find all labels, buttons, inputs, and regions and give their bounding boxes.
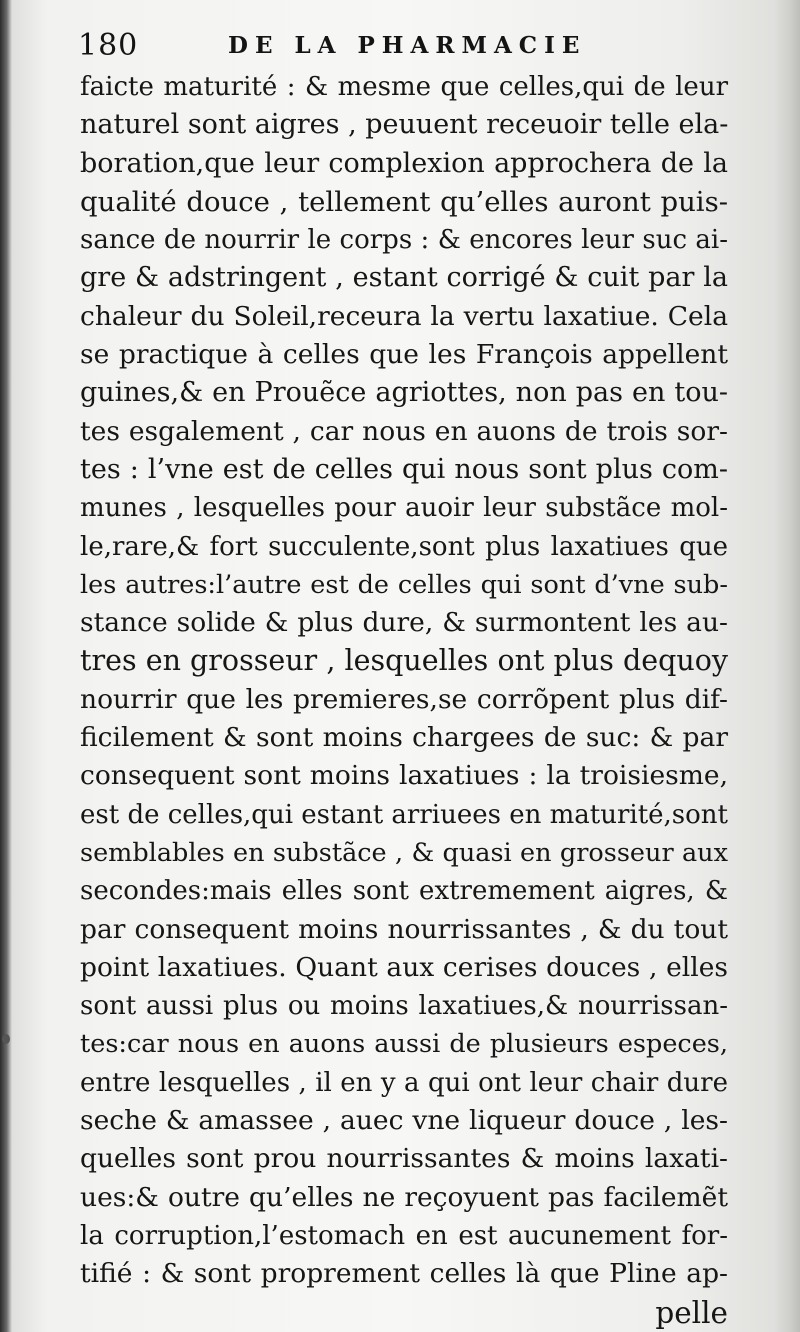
page-edge-shadow <box>774 0 800 1332</box>
text-line: nourrir que les premieres,se corrõpent plus dif- <box>80 683 728 715</box>
text-line: ficilement & sont moins chargees de suc: & par <box>80 722 728 754</box>
text-line: secondes:mais elles sont extremement aigres, & <box>80 876 728 907</box>
text-line: tes : l’vne est de celles qui nous sont plus com- <box>80 453 728 485</box>
body-text <box>80 68 728 1332</box>
text-line: est de celles,qui estant arriuees en maturité,sont <box>80 799 728 830</box>
text-line: naturel sont aigres , peuuent receuoir telle ela- <box>80 109 729 141</box>
text-line: chaleur du Soleil,receura la vertu laxatiue. Cela <box>80 300 728 332</box>
text-line: la corruption,l’estomach en est aucunement for- <box>80 1220 728 1251</box>
text-line: sance de nourrir le corps : & encores leur suc ai- <box>80 225 728 256</box>
page-gutter-shadow <box>0 0 12 1332</box>
text-line: boration,que leur complexion approchera de la <box>80 147 728 179</box>
page-number: 180 <box>78 28 139 63</box>
text-line: entre lesquelles , il en y a qui ont leur chair dure <box>80 1067 728 1098</box>
text-line: stance solide & plus dure, & surmontent les au- <box>80 607 728 639</box>
text-line: guines,& en Prouẽce agriottes, non pas en tou- <box>80 377 728 409</box>
running-head <box>78 26 738 66</box>
catchword: pelle <box>655 1295 728 1330</box>
text-line: se practique à celles que les François appellent <box>80 339 728 371</box>
text-line: tres en grosseur , lesquelles ont plus dequoy <box>80 644 728 678</box>
text-line: les autres:l’autre est de celles qui sont d’vne sub- <box>80 569 728 600</box>
text-line: munes , lesquelles pour auoir leur substãce mol- <box>80 493 728 524</box>
text-line: faicte maturité : & mesme que celles,qui de leur <box>80 72 728 102</box>
text-line: tes esgalement , car nous en auons de trois sor- <box>80 415 728 447</box>
text-line: tifié : & sont proprement celles là que Pline ap- <box>80 1258 728 1290</box>
text-line: point laxatiues. Quant aux cerises douces , elles <box>80 951 728 983</box>
text-line: seche & amassee , auec vne liqueur douce , les- <box>80 1105 728 1137</box>
text-line: par consequent moins nourrissantes , & du tout <box>80 913 728 945</box>
text-line: ues:& outre qu’elles ne reçoyuent pas facilemẽt <box>80 1181 728 1213</box>
text-line: consequent sont moins laxatiues : la troisiesme, <box>80 760 728 792</box>
text-line: qualité douce , tellement qu’elles auront puis- <box>80 185 728 218</box>
text-line: sont aussi plus ou moins laxatiues,& nourrissan- <box>80 991 728 1022</box>
running-title: DE LA PHARMACIE <box>228 32 587 59</box>
text-line: gre & adstringent , estant corrigé & cuit par la <box>80 262 728 294</box>
text-line: le,rare,& fort succulente,sont plus laxatiues que <box>80 531 728 562</box>
text-line: tes:car nous en auons aussi de plusieurs especes, <box>80 1029 728 1060</box>
text-line: semblables en substãce , & quasi en grosseur aux <box>80 837 728 868</box>
text-line: quelles sont prou nourrissantes & moins laxati- <box>80 1143 728 1175</box>
ink-spot <box>2 1034 10 1044</box>
